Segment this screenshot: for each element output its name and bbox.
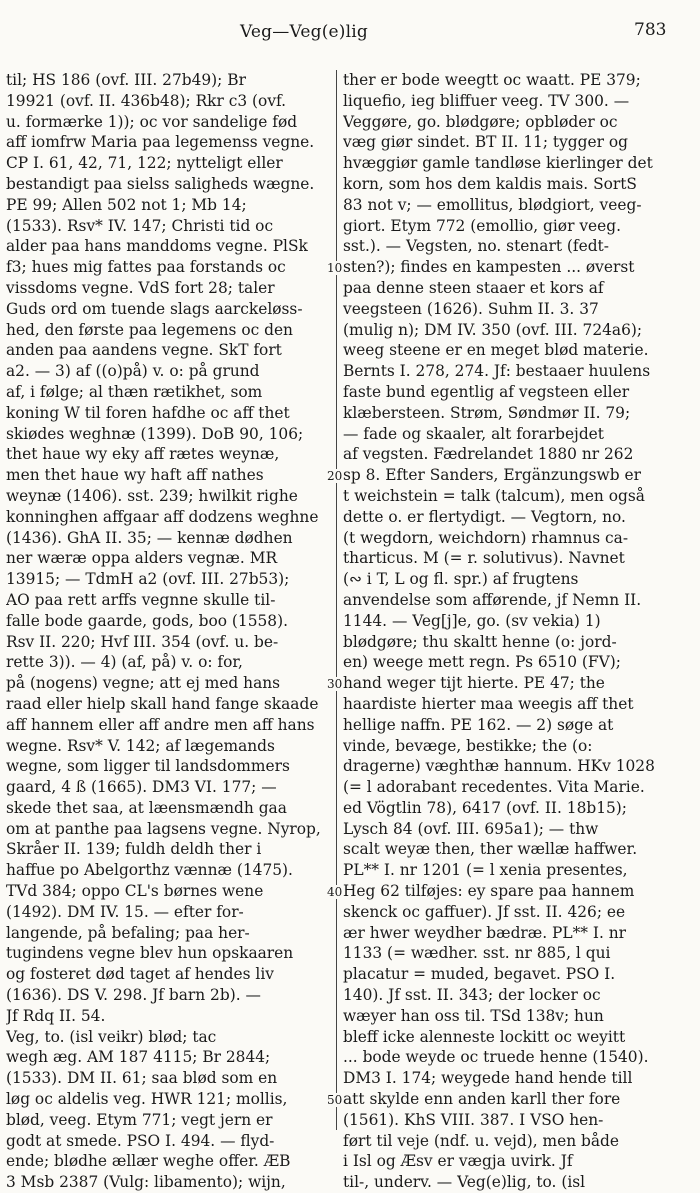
text-line: haardiste hierter maa weegis aff thet (343, 694, 634, 713)
text-line: tharticus. M (= r. solutivus). Navnet (343, 549, 625, 568)
text-line: AO paa rett arffs vegnne skulle til- (6, 590, 276, 609)
text-line: langende, på befaling; paa her- (6, 923, 250, 942)
text-line: vinde, bevæge, bestikke; the (o: (343, 736, 593, 755)
text-line: PE 99; Allen 502 not 1; Mb 14; (6, 195, 247, 214)
text-line: u. formærke 1)); oc vor sandelige fød (6, 112, 298, 131)
text-line: sten?); findes en kampesten ... øverst (343, 258, 635, 277)
text-line: aff hannem eller aff andre men aff hans (6, 715, 315, 734)
text-line: att skylde enn anden karll ther fore (343, 1090, 621, 1109)
text-line: hed, den første paa legemens oc den (6, 320, 293, 339)
text-line: anvendelse som afførende, jf Nemn II. (343, 590, 642, 609)
text-line: weynæ (1406). sst. 239; hwilkit righe (6, 486, 298, 505)
text-line: faste bund egentlig af vegsteen eller (343, 382, 630, 401)
text-line: t weichstein = talk (talcum), men også (343, 486, 645, 505)
text-line: Lysch 84 (ovf. III. 695a1); — thw (343, 819, 599, 838)
text-line: 13915; — TdmH a2 (ovf. III. 27b53); (6, 570, 290, 589)
text-line: Bernts I. 278, 274. Jf: bestaaer huulens (343, 362, 651, 381)
page-header (0, 0, 700, 60)
text-line: sst.). — Vegsten, no. stenart (fedt- (343, 237, 609, 256)
text-line: men thet haue wy haft aff nathes (6, 466, 264, 485)
text-line: af vegsten. Fædrelandet 1880 nr 262 (343, 445, 634, 464)
text-line: Veggøre, go. blødgøre; opbløder oc (343, 112, 618, 131)
text-line: skiødes weghnæ (1399). DoB 90, 106; (6, 424, 304, 443)
text-line: DM3 I. 174; weygede hand hende till (343, 1069, 633, 1088)
text-line: 1144. — Veg[j]e, go. (sv vekia) 1) (343, 611, 601, 630)
text-line: TVd 384; oppo CL's børnes wene (6, 882, 264, 901)
margin-line-number: 40 (327, 885, 343, 900)
text-line: ende; blødhe ællær weghe offer. ÆB (6, 1152, 291, 1171)
text-line: sp 8. Efter Sanders, Ergänzungswb er (343, 466, 641, 485)
text-line: 19921 (ovf. II. 436b48); Rkr c3 (ovf. (6, 91, 287, 110)
text-line: (= l adorabant recedentes. Vita Marie. (343, 778, 645, 797)
right-column (343, 70, 696, 1193)
text-line: en) weege mett regn. Ps 6510 (FV); (343, 653, 621, 672)
text-line: Veg, to. (isl veikr) blød; tac (6, 1027, 217, 1046)
text-line: (mulig n); DM IV. 350 (ovf. III. 724a6); (343, 320, 643, 339)
text-line: løg oc aldelis veg. HWR 121; mollis, (6, 1090, 288, 1109)
text-line: 140). Jf sst. II. 343; der locker oc (343, 986, 601, 1005)
text-line: giort. Etym 772 (emollio, giør veeg. (343, 216, 621, 235)
text-line: 83 not v; — emollitus, blødgiort, veeg- (343, 195, 642, 214)
text-line: paa denne steen staaer et kors af (343, 278, 604, 297)
text-line: alder paa hans manddoms vegne. PlSk (6, 237, 308, 256)
text-line: CP I. 61, 42, 71, 122; nytteligt eller (6, 154, 283, 173)
text-line: hellige naffn. PE 162. — 2) søge at (343, 715, 614, 734)
text-line: tugindens vegne blev hun opskaaren (6, 944, 294, 963)
text-line: skede thet saa, at læensmændh gaa (6, 798, 287, 817)
text-line: thet haue wy eky aff rætes weynæ, (6, 445, 280, 464)
text-line: blød, veeg. Etym 771; vegt jern er (6, 1110, 273, 1129)
text-line: bleff icke alenneste lockitt oc weyitt (343, 1027, 626, 1046)
text-line: wæyer han oss til. TSd 138v; hun (343, 1006, 604, 1025)
text-line: (t wegdorn, weichdorn) rhamnus ca- (343, 528, 629, 547)
text-line: af, i følge; al thæn rætikhet, som (6, 382, 263, 401)
text-line: raad eller hielp skall hand fange skaade (6, 694, 319, 713)
text-line: ner wæræ oppa alders vegnæ. MR (6, 549, 278, 568)
text-line: (1436). GhA II. 35; — kennæ dødhen (6, 528, 293, 547)
text-line: Jf Rdq II. 54. (6, 1006, 106, 1025)
text-line: gaard, 4 ß (1665). DM3 VI. 177; — (6, 778, 277, 797)
text-line: blødgøre; thu skaltt henne (o: jord- (343, 632, 617, 651)
text-line: konninghen affgaar aff dodzens weghne (6, 507, 319, 526)
text-line: ed Vögtlin 78), 6417 (ovf. II. 18b15); (343, 798, 627, 817)
text-line: wegne. Rsv* V. 142; af lægemands (6, 736, 275, 755)
text-line: aff iomfrw Maria paa legemenss vegne. (6, 133, 315, 152)
text-line: ført til veje (ndf. u. vejd), men både (343, 1131, 620, 1150)
text-line: (1533). Rsv* IV. 147; Christi tid oc (6, 216, 274, 235)
text-line: Rsv II. 220; Hvf III. 354 (ovf. u. be- (6, 632, 279, 651)
text-line: falle bode gaarde, gods, boo (1558). (6, 611, 288, 630)
text-line: wegne, som ligger til landsdommers (6, 757, 290, 776)
text-line: i Isl og Æsv er vægja uvirk. Jf (343, 1152, 573, 1171)
text-line: veegsteen (1626). Suhm II. 3. 37 (343, 299, 599, 318)
text-line: placatur = muded, begavet. PSO I. (343, 965, 616, 984)
text-line: weeg steene er en meget blød materie. (343, 341, 649, 360)
text-line: Guds ord om tuende slags aarckeløss- (6, 299, 303, 318)
text-line: til-, underv. — Veg(e)lig, to. (isl (343, 1173, 586, 1192)
text-line: ... bode weyde oc truede henne (1540). (343, 1048, 649, 1067)
text-line: til; HS 186 (ovf. III. 27b49); Br (6, 71, 246, 89)
text-line: f3; hues mig fattes paa forstands oc (6, 258, 286, 277)
text-line: koning W til foren hafdhe oc aff thet (6, 403, 290, 422)
text-line: a2. — 3) af ((o)på) v. o: på grund (6, 362, 260, 381)
text-line: ther er bode weegtt oc waatt. PE 379; (343, 71, 641, 89)
column-divider (336, 70, 337, 1130)
text-line: PL** I. nr 1201 (= l xenia presentes, (343, 861, 628, 880)
text-line: 1133 (= wædher. sst. nr 885, l qui (343, 944, 611, 963)
margin-line-number: 30 (327, 677, 343, 692)
text-line: Skråer II. 139; fuldh deldh ther i (6, 840, 262, 859)
text-line: anden paa aandens vegne. SkT fort (6, 341, 282, 360)
text-line: Heg 62 tilføjes: ey spare paa hannem (343, 882, 635, 901)
text-line: — fade og skaaler, alt forarbejdet (343, 424, 604, 443)
text-line: klæbersteen. Strøm, Søndmør II. 79; (343, 403, 631, 422)
text-line: på (nogens) vegne; att ej med hans (6, 674, 281, 693)
text-line: (1533). DM II. 61; saa blød som en (6, 1069, 278, 1088)
text-line: (1492). DM IV. 15. — efter for- (6, 902, 244, 921)
margin-line-number: 10 (327, 261, 343, 276)
text-line: scalt weyæ then, ther wællæ haffwer. (343, 840, 638, 859)
text-line: hand weger tijt hierte. PE 47; the (343, 674, 605, 693)
text-line: og fosteret død taget af hendes liv (6, 965, 274, 984)
text-line: skenck oc gaffuer). Jf sst. II. 426; ee (343, 902, 626, 921)
text-line: korn, som hos dem kaldis mais. SortS (343, 174, 637, 193)
text-line: (1561). KhS VIII. 387. I VSO hen- (343, 1110, 604, 1129)
text-line: hvæggiør gamle tandløse kierlinger det (343, 154, 653, 173)
text-line: dette o. er flertydigt. — Vegtorn, no. (343, 507, 626, 526)
text-line: (∾ i T, L og fl. spr.) af frugtens (343, 570, 579, 589)
text-line: 3 Msb 2387 (Vulg: libamento); wijn, (6, 1173, 286, 1192)
text-line: dragerne) væghthæ hannum. HKv 1028 (343, 757, 655, 776)
text-line: ær hwer weydher bædræ. PL** I. nr (343, 923, 627, 942)
text-line: rette 3)). — 4) (af, på) v. o: for, (6, 653, 243, 672)
text-line: bestandigt paa sielss saligheds wægne. (6, 174, 315, 193)
text-line: (1636). DS V. 298. Jf barn 2b). — (6, 986, 261, 1005)
margin-line-number: 50 (327, 1093, 343, 1108)
page-number: 783 (634, 20, 667, 40)
text-line: haffue po Abelgorthz vænnæ (1475). (6, 861, 293, 880)
text-line: godt at smede. PSO I. 494. — flyd- (6, 1131, 275, 1150)
text-line: wegh æg. AM 187 4115; Br 2844; (6, 1048, 271, 1067)
running-head: Veg—Veg(e)lig (240, 22, 368, 42)
text-line: liquefio, ieg bliffuer veeg. TV 300. — (343, 91, 630, 110)
margin-line-number: 20 (327, 469, 343, 484)
left-column (6, 70, 328, 1193)
text-line: væg giør sindet. BT II. 11; tygger og (343, 133, 628, 152)
text-line: om at panthe paa lagsens vegne. Nyrop, (6, 819, 321, 838)
text-line: vissdoms vegne. VdS fort 28; taler (6, 278, 275, 297)
